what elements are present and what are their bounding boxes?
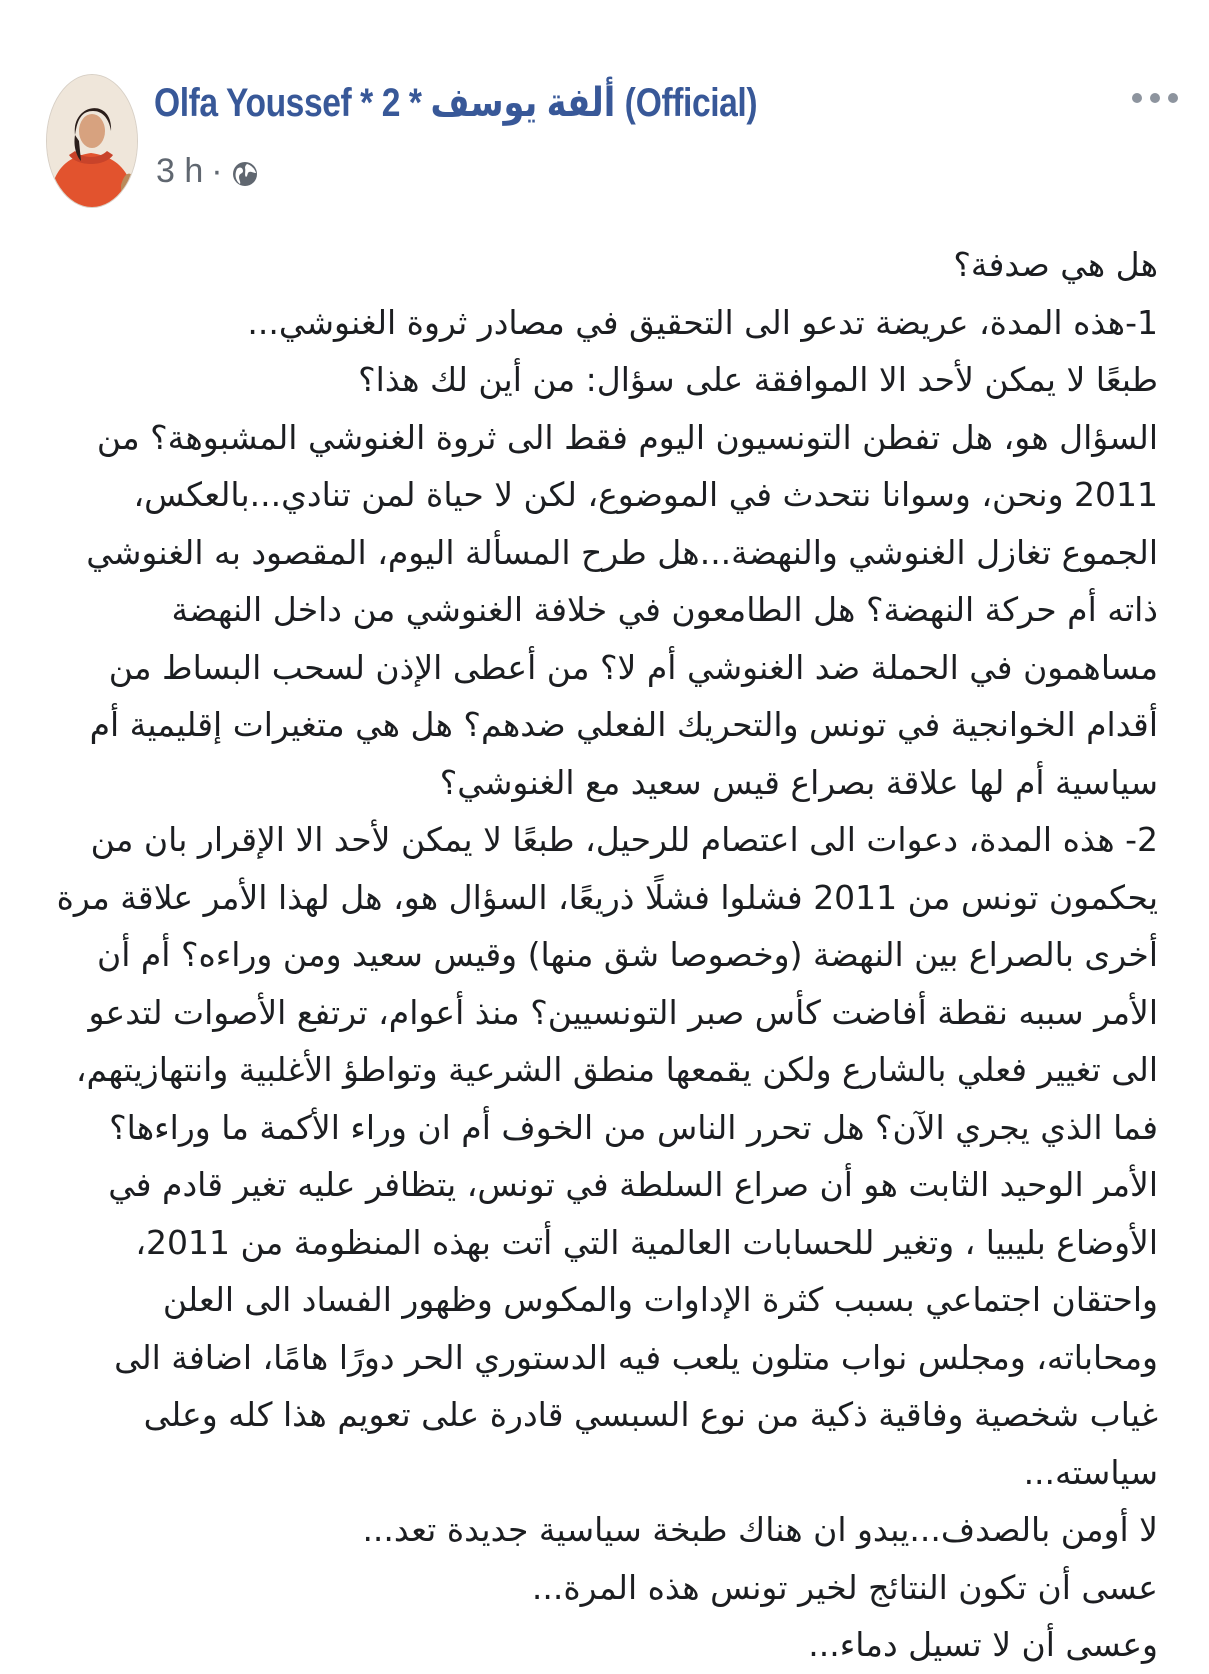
post-paragraph: وعسى أن لا تسيل دماء... (808, 1625, 1158, 1664)
post-paragraph: السؤال هو، هل تفطن التونسيون اليوم فقط الى ثروة الغنوشي المشبوهة؟ من 2011 ونحن، وسوانا نتحدث في الموضوع، لكن لا حياة لمن تنادي...بالعكس، الجموع تغازل الغنوشي والنهضة...هل طرح المسألة اليوم، المقصود به الغنوشي ذاته أم حركة النهضة؟ هل الطامعون في خلافة الغنوشي من داخل النهضة مساهمون في الحملة ضد الغنوشي أم لا؟ من أعطى الإذن لسحب البساط من أقدام الخوانجية في تونس والتحريك الفعلي ضدهم؟ هل هي متغيرات إقليمية أم سياسية أم لها علاقة بصراع قيس سعيد مع الغنوشي؟ (75, 417, 1158, 802)
post-meta (156, 152, 259, 191)
avatar[interactable] (46, 74, 138, 208)
post-paragraph: الأمر الوحيد الثابت هو أن صراع السلطة في تونس، يتظافر عليه تغير قادم في الأوضاع بليبيا ، وتغير للحسابات العالمية التي أتت بهذه المنظومة من 2011، واحتقان اجتماعي بسبب كثرة الإداوات والمكوس وظهور الفساد الى العلن ومحاباته، ومجلس نواب متلون يلعب فيه الدستوري الحر دورًا هامًا، اضافة الى غياب شخصية وفاقية ذكية من نوع السبسي قادرة على تعويم هذا كله وعلى سياسته... (97, 1165, 1158, 1492)
more-dot (1168, 93, 1178, 103)
author-name-link[interactable]: Olfa Youssef * 2 * ألفة يوسف (Official) (154, 81, 758, 125)
globe-icon[interactable] (231, 158, 259, 186)
post-header (46, 74, 1166, 214)
more-dot (1150, 93, 1160, 103)
post-paragraph: طبعًا لا يمكن لأحد الا الموافقة على سؤال: من أين لك هذا؟ (358, 360, 1158, 399)
post-paragraph: عسى أن تكون النتائج لخير تونس هذه المرة... (531, 1567, 1158, 1607)
post-text (46, 236, 1158, 1674)
post-paragraph: 1-هذه المدة، عريضة تدعو الى التحقيق في مصادر ثروة الغنوشي... (247, 302, 1158, 342)
post-time[interactable]: 3 h (156, 152, 204, 190)
more-options-icon[interactable] (1132, 86, 1178, 110)
post-paragraph: هل هي صدفة؟ (953, 245, 1158, 284)
post-paragraph: لا أومن بالصدف...يبدو ان هناك طبخة سياسية جديدة تعد... (362, 1510, 1158, 1549)
avatar-image (47, 75, 137, 207)
more-dot (1132, 93, 1142, 103)
post-paragraph: 2- هذه المدة، دعوات الى اعتصام للرحيل، طبعًا لا يمكن لأحد الا الإقرار بان من يحكمون تونس من 2011 فشلوا فشلًا ذريعًا، السؤال هو، هل لهذا الأمر علاقة مرة أخرى بالصراع بين النهضة (وخصوصا شق منها) وقيس سعيد ومن وراءه؟ أم أن الأمر سببه نقطة أفاضت كأس صبر التونسيين؟ منذ أعوام، ترتفع الأصوات لتدعو الى تغيير فعلي بالشارع ولكن يقمعها منطق الشرعية وتواطؤ الأغلبية وانتهازيتهم، فما الذي يجري الآن؟ هل تحرر الناس من الخوف أم ان وراء الأكمة ما وراءها؟ (46, 820, 1158, 1147)
meta-separator: · (211, 152, 223, 190)
